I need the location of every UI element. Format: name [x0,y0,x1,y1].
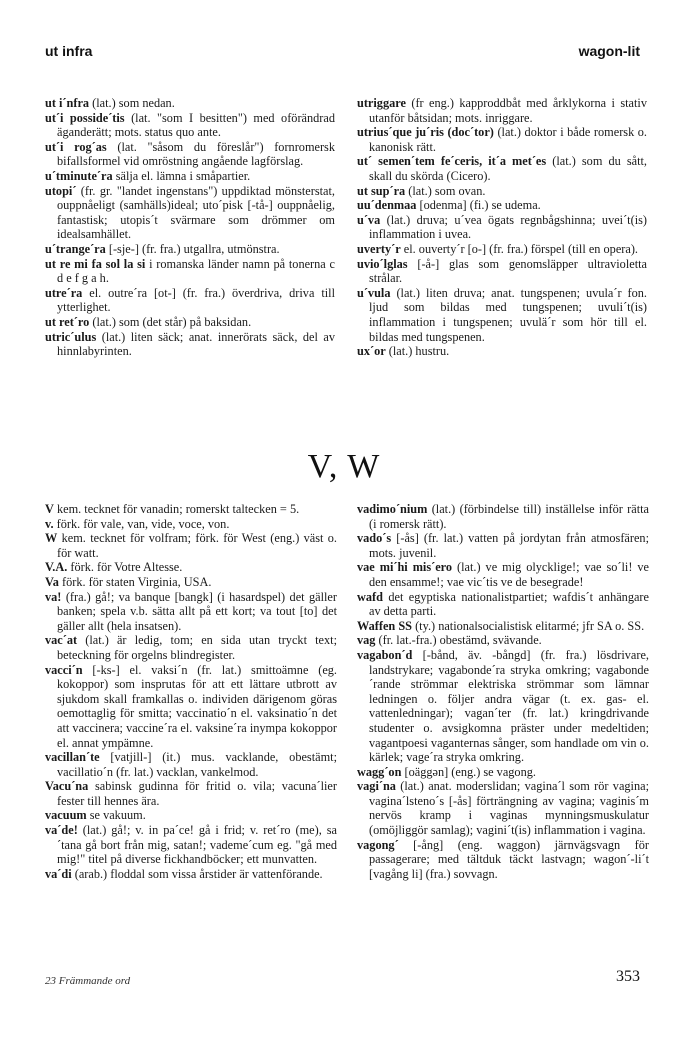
entry-definition: (lat.) (förbindelse till) inställelse inför rätta (i romersk rätt). [369,502,649,531]
entry-headword: ut ret´ro [45,314,90,329]
dictionary-entry [45,750,337,779]
entry-headword: utric´ulus [45,329,97,344]
entry-headword: vagong´ [357,837,399,852]
entry-definition: sälja el. lämna i småpartier. [112,168,251,183]
entry-headword: ut´ semen´tem fe´ceris, it´a met´es [357,154,547,169]
entry-definition: (lat.) anat. moderslidan; vagina´l som rör vagina; vagina´lsteno´s [-ås] förträngning av vagina; vaginis´m nervös kramp i vaginas mynningsmuskulatur (omöjliggör samlag); vagini´t(is) inflammation i vagina. [369,779,649,838]
dictionary-entry [357,213,647,242]
entry-headword: ut´i posside´tis [45,110,125,125]
entry-headword: va! [45,589,62,604]
entry-headword: ux´or [357,344,386,359]
entry-definition: (lat. "som I besitten") med oförändrad äganderätt; mots. status quo ante. [57,110,335,140]
dictionary-entry [45,633,337,662]
entry-definition: [-bånd, äv. -bångd] (fr. fra.) lösdrivare, landstrykare; vagabonde´ra stryka omkring; vagabonde´rande strömmar elektriska strömmar som lämnar ledningen o. följer andra vägar (t. ex. gas- el. vattenledningar); vagan´ter (fr. lat.) kringdrivande studenter o. avsigkomna präster under medeltiden; vagantpoesi vaganternas sånger, som handlade om vin o. kärlek; vage´ra stryka omkring. [369,647,649,765]
entry-definition: förk. för staten Virginia, USA. [58,574,212,589]
entry-definition: (ty.) nationalsocialistisk elitarmé; jfr SA o. SS. [412,618,645,633]
entry-definition: [oäggən] (eng.) se vagong. [401,764,536,779]
dictionary-entry [357,619,649,634]
entry-headword: vacuum [45,808,87,823]
dictionary-entry [357,648,649,765]
dictionary-entry [45,531,337,560]
dictionary-entry [357,531,649,560]
entry-definition: (lat.) som nedan. [89,96,175,110]
entry-headword: u´va [357,212,381,227]
entry-definition: [-ks-] el. vaksi´n (fr. lat.) smittoämne (eg. kokoppor) som insprutas för att ett lättare utbrott av sjukdom skall framkallas o. individen därigenom göras oemottaglig för smitta; vaccinatio´n el. vaksinatio´n det att vaccinera; vaccine´ra el. vaksine´ra inympa kokoppor el. annat ympämne. [57,662,337,750]
entry-definition: (lat.) druva; u´vea ögats regnbågshinna; uvei´t(is) inflammation i uvea. [369,212,647,242]
entry-definition: el. outre´ra [ot-] (fr. fra.) överdriva, driva till ytterlighet. [57,285,335,315]
entry-headword: vag [357,633,376,648]
entry-definition: kem. tecknet för volfram; förk. för West (eng.) väst o. för watt. [57,531,337,560]
entry-definition: [-sje-] (fr. fra.) utgallra, utmönstra. [105,241,280,256]
dictionary-entry [45,169,335,184]
entry-headword: vagabon´d [357,647,413,662]
entry-headword: Vacu´na [45,779,89,794]
dictionary-entry [357,779,649,837]
entry-headword: vacci´n [45,662,83,677]
dictionary-entry [45,590,337,634]
entry-headword: W [45,531,58,546]
entry-headword: wafd [357,589,383,604]
entry-definition: (lat.) doktor i både romersk o. kanonisk rätt. [369,125,647,154]
dictionary-entry [357,560,649,589]
dictionary-entry [45,184,335,242]
dictionary-entry [45,140,335,169]
entry-headword: v. [45,516,54,531]
entry-headword: u´vula [357,285,391,300]
entry-definition: (lat.) är ledig, tom; en sida utan tryckt text; beteckning för orgelns blindregister. [57,633,337,662]
entry-headword: va´di [45,866,72,881]
entry-definition: (lat.) gå!; v. in pa´ce! gå i frid; v. ret´ro (me), sa´tana gå bort från mig, satan!; vademe´cum eg. "gå med mig!" titel på diverse fickhandböcker; ett munvatten. [57,823,337,867]
entry-headword: vae mi´hi mis´ero [357,560,453,575]
entry-headword: vacillan´te [45,750,100,765]
dictionary-entry [357,96,647,125]
entry-definition: (lat.) som du sått, skall du skörda (Cicero). [369,154,647,183]
entry-headword: vac´at [45,633,78,648]
column-bottom-left [45,502,337,881]
entry-headword: utre´ra [45,285,83,300]
entry-definition: [odenma] (fi.) se udema. [416,198,541,213]
entry-definition: (fra.) gå!; va banque [bangk] (i hasardspel) det gäller banken; spela v.b. sätta allt på ett kort; va tout [to] det gäller allt (hela insatsen). [57,589,337,633]
entry-headword: u´tminute´ra [45,168,113,183]
dictionary-entry [357,633,649,648]
entry-definition: förk. för Votre Altesse. [67,560,183,575]
entry-headword: uu´denmaa [357,198,417,213]
dictionary-entry [357,154,647,183]
entry-headword: ut sup´ra [357,183,406,198]
entry-headword: utopi´ [45,183,77,198]
dictionary-entry [45,575,337,590]
entry-headword: ut i´nfra [45,96,90,110]
entry-definition: (lat.) som ovan. [405,183,486,198]
dictionary-entry [45,502,337,517]
entry-definition: (lat.) som (det står) på baksidan. [89,314,252,329]
entry-headword: ut re mi fa sol la si [45,256,146,271]
entry-definition: (arab.) floddal som vissa årstider är vattenförande. [71,866,323,881]
entry-definition: [vatjill-] (it.) mus. vacklande, obestämt; vacillatio´n (fr. lat.) vacklan, vankelmod. [57,750,337,779]
entry-definition: (lat.) hustru. [385,344,450,359]
entry-headword: Waffen SS [357,618,413,633]
entry-definition: (fr. lat.-fra.) obestämd, svävande. [375,633,542,648]
entry-headword: vagi´na [357,779,396,794]
dictionary-entry [45,560,337,575]
dictionary-entry [357,838,649,882]
entry-definition: sabinsk gudinna för fritid o. vila; vacuna´lier fester till hennes ära. [57,779,337,808]
entry-headword: va´de! [45,823,78,838]
dictionary-entry [357,502,649,531]
entry-definition: kem. tecknet för vanadin; romerskt taltecken = 5. [53,502,300,516]
column-top-right [357,96,647,359]
entry-definition: (lat.) ve mig olycklige!; vae so´li! ve den ensamme!; vae vic´tis ve de besegrade! [369,560,649,589]
entry-headword: vadimo´nium [357,502,428,516]
section-title: V, W [307,448,381,485]
entry-definition: i romanska länder namn på tonerna c d e f g a h. [57,256,335,286]
entry-definition: (lat.) liten druva; anat. tungspenen; uvula´r fon. ljud som bildas med tungspenen; uvuli´t(is) inflammation i tungspenen; uvulä´r som hör till el. bildas med tungspenen. [369,285,647,344]
dictionary-entry [357,125,647,154]
dictionary-entry [357,590,649,619]
entry-definition: förk. för vale, van, vide, voce, von. [53,516,230,531]
dictionary-entry [45,517,337,532]
column-bottom-right [357,502,649,881]
dictionary-entry [45,111,335,140]
dictionary-entry [45,779,337,808]
entry-definition: [-ång] (eng. waggon) järnvägsvagn för passagerare; med tältduk täckt lastvagn; wagon´-li´t [vagång li] (fra.) sovvagn. [369,837,649,881]
dictionary-entry [45,867,337,882]
entry-headword: utrius´que ju´ris (doc´tor) [357,125,494,140]
dictionary-entry [45,286,335,315]
entry-definition: [-ås] (fr. lat.) vatten på jordytan från atmosfären; mots. juvenil. [369,531,649,560]
entry-headword: wagg´on [357,764,402,779]
entry-definition: (fr eng.) kapproddbåt med årklykorna i stativ utanför båtsidan; mots. inriggare. [369,96,647,125]
entry-headword: uverty´r [357,241,401,256]
entry-definition: (fr. gr. "landet ingenstans") uppdiktad mönsterstat, ouppnåeligt (samhälls)ideal; uto´pisk [-tå-] ouppnåelig, fantastisk; utopis´t svärmare som drömmer om idealsamhället. [57,183,335,242]
entry-definition: (lat.) liten säck; anat. innerörats säck, del av hinnlabyrinten. [57,329,335,359]
running-head-left: ut infra [45,43,93,59]
dictionary-entry [357,184,647,199]
dictionary-entry [45,315,335,330]
dictionary-entry [45,823,337,867]
page-number: 353 [616,968,640,985]
entry-headword: Va [45,574,59,589]
dictionary-entry [357,286,647,344]
dictionary-entry [45,257,335,286]
dictionary-entry [45,330,335,359]
entry-headword: vado´s [357,531,392,546]
entry-headword: u´trange´ra [45,241,106,256]
dictionary-entry [45,242,335,257]
entry-definition: det egyptiska nationalistpartiet; wafdis´t anhängare av detta parti. [369,589,649,619]
dictionary-entry [357,257,647,286]
dictionary-entry [45,663,337,751]
dictionary-entry [357,198,647,213]
column-top-left [45,96,335,359]
dictionary-entry [357,242,647,257]
entry-definition: se vakuum. [86,808,146,823]
dictionary-entry [357,344,647,359]
entry-headword: utriggare [357,96,406,110]
signature-mark: 23 Främmande ord [45,975,131,987]
entry-definition: [-å-] glas som genomsläpper ultravioletta strålar. [369,256,647,286]
entry-headword: uvio´lglas [357,256,408,271]
running-head-right: wagon-lit [578,43,640,59]
dictionary-entry [357,765,649,780]
dictionary-entry [45,808,337,823]
entry-headword: V.A. [45,560,68,575]
entry-definition: el. ouverty´r [o-] (fr. fra.) förspel (till en opera). [400,241,638,256]
dictionary-entry [45,96,335,111]
entry-headword: V [45,502,54,516]
entry-definition: (lat. "såsom du föreslår") fornromersk bifallsformel vid omröstning angående lagförslag. [57,139,335,169]
entry-headword: ut´i rog´as [45,139,107,154]
